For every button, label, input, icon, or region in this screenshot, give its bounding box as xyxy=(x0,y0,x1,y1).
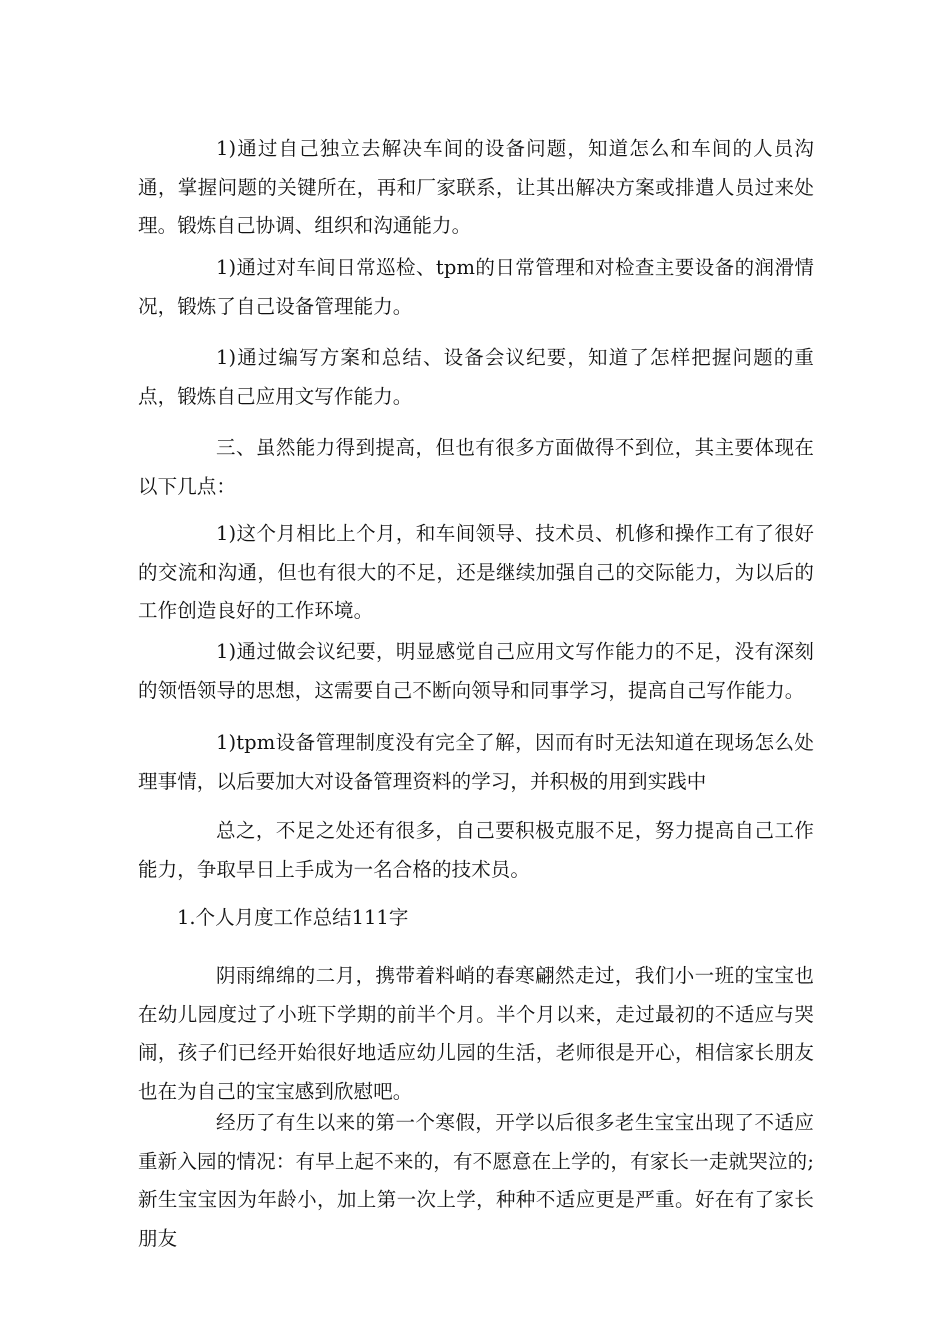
paragraph-8: 总之，不足之处还有很多，自己要积极克服不足，努力提高自己工作能力，争取早日上手成为一名合格的技术员。 xyxy=(138,819,814,881)
section-paragraph-2: 经历了有生以来的第一个寒假，开学以后很多老生宝宝出现了不适应重新入园的情况：有早上起不来的，有不愿意在上学的，有家长一走就哭泣的;新生宝宝因为年龄小，加上第一次上学，种种不适应更是严重。好在有了家长朋友 xyxy=(138,1111,814,1250)
paragraph-4: 三、虽然能力得到提高，但也有很多方面做得不到位，其主要体现在以下几点： xyxy=(138,436,814,498)
paragraph-7: 1)tpm设备管理制度没有完全了解，因而有时无法知道在现场怎么处理事情，以后要加大对设备管理资料的学习，并积极的用到实践中 xyxy=(138,731,814,793)
paragraph-2: 1)通过对车间日常巡检、tpm的日常管理和对检查主要设备的润滑情况，锻炼了自己设备管理能力。 xyxy=(138,256,814,318)
section-paragraph-1: 阴雨绵绵的二月，携带着料峭的春寒翩然走过，我们小一班的宝宝也在幼儿园度过了小班下学期的前半个月。半个月以来，走过最初的不适应与哭闹，孩子们已经开始很好地适应幼儿园的生活，老师很是开心，相信家长朋友也在为自己的宝宝感到欣慰吧。 xyxy=(138,964,814,1103)
paragraph-3: 1)通过编写方案和总结、设备会议纪要，知道了怎样把握问题的重点，锻炼自己应用文写作能力。 xyxy=(138,346,814,408)
section-heading: 1.个人月度工作总结111字 xyxy=(177,906,409,929)
paragraph-6: 1)通过做会议纪要，明显感觉自己应用文写作能力的不足，没有深刻的领悟领导的思想，这需要自己不断向领导和同事学习，提高自己写作能力。 xyxy=(138,640,814,702)
paragraph-5: 1)这个月相比上个月，和车间领导、技术员、机修和操作工有了很好的交流和沟通，但也有很大的不足，还是继续加强自己的交际能力，为以后的工作创造良好的工作环境。 xyxy=(138,522,814,622)
paragraph-1: 1)通过自己独立去解决车间的设备问题，知道怎么和车间的人员沟通，掌握问题的关键所在，再和厂家联系，让其出解决方案或排遣人员过来处理。锻炼自己协调、组织和沟通能力。 xyxy=(138,137,814,237)
